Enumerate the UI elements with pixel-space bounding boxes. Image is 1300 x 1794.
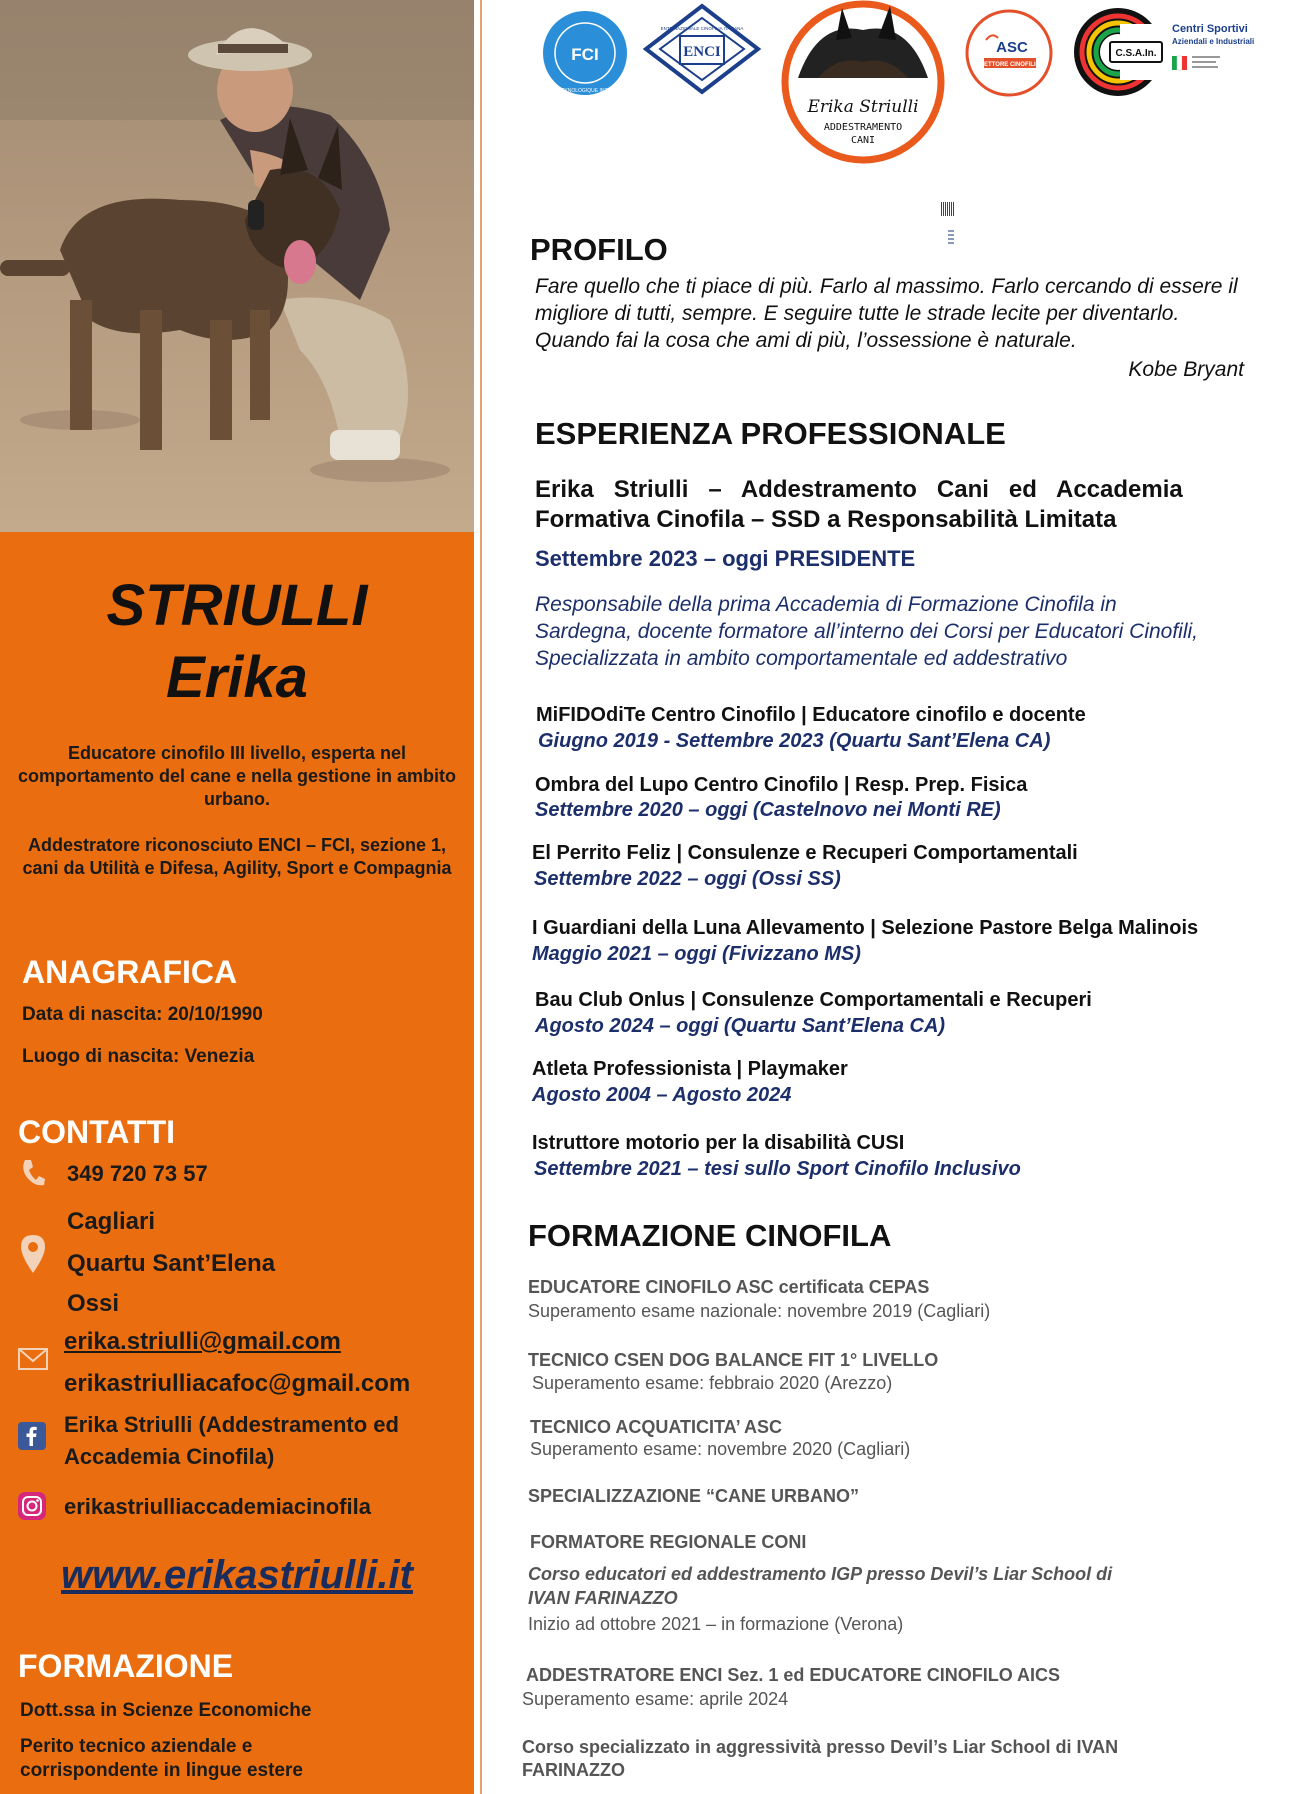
fci-logo-ring-text: FEDERATION CYNOLOGIQUE INTERNATIONALE — [527, 88, 643, 94]
edu-title-cont: FARINAZZO — [522, 1760, 625, 1780]
main-desc-line2: Sardegna, docente formatore all’interno dei Corsi per Educatori Cinofili, — [535, 620, 1199, 643]
main-employer-line2: Formativa Cinofila – SSD a Responsabilità Limitata — [535, 506, 1117, 533]
anagrafica-heading: ANAGRAFICA — [22, 954, 238, 990]
profile-photo — [0, 0, 474, 532]
edu-title: ADDESTRATORE ENCI Sez. 1 ed EDUCATORE CINOFILO AICS — [526, 1665, 1061, 1685]
facebook-line2[interactable]: Accademia Cinofila) — [64, 1444, 275, 1469]
city-cagliari: Cagliari — [67, 1208, 156, 1235]
barcode-artifact — [941, 202, 955, 216]
edu-detail: Superamento esame: aprile 2024 — [522, 1689, 789, 1709]
csain-logo — [1070, 4, 1270, 103]
quote-line1: Fare quello che ti piace di più. Farlo al massimo. Farlo cercando di essere il — [535, 275, 1238, 298]
main-employer-line1: Erika Striulli – Addestramento Cani ed Accademia — [535, 476, 1183, 503]
job-title: Atleta Professionista | Playmaker — [532, 1058, 848, 1080]
contatti-heading: CONTATTI — [18, 1114, 175, 1150]
edu-title: Corso specializzato in aggressività presso Devil’s Liar School di IVAN — [522, 1737, 1119, 1757]
job-date: Settembre 2022 – oggi (Ossi SS) — [534, 868, 841, 890]
edu-title: EDUCATORE CINOFILO ASC certificata CEPAS — [528, 1277, 930, 1297]
brand-logo-sub1: ADDESTRAMENTO — [823, 122, 903, 133]
asc-logo — [964, 8, 1054, 103]
email-icon — [18, 1348, 48, 1375]
last-name: STRIULLI — [106, 573, 368, 638]
column-divider — [480, 0, 482, 1794]
quote-author: Kobe Bryant — [1128, 358, 1244, 381]
quote-line3: Quando fai la cosa che ami di più, l’ossessione è naturale. — [535, 329, 1077, 352]
edu-title: Corso educatori ed addestramento IGP presso Devil’s Liar School di — [528, 1564, 1113, 1584]
job-date: Maggio 2021 – oggi (Fivizzano MS) — [532, 943, 861, 965]
degree: Dott.ssa in Scienze Economiche — [20, 1700, 312, 1721]
job-title: Istruttore motorio per la disabilità CUSI — [532, 1132, 905, 1154]
barcode-artifact-small — [948, 228, 954, 244]
job-date: Settembre 2020 – oggi (Castelnovo nei Monti RE) — [535, 799, 1001, 821]
asc-logo-sub: SETTORE CINOFILIA — [980, 62, 1040, 68]
edu-detail: Superamento esame nazionale: novembre 2019 (Cagliari) — [528, 1301, 991, 1321]
job-title: I Guardiani della Luna Allevamento | Selezione Pastore Belga Malinois — [532, 917, 1199, 939]
facebook-line1[interactable]: Erika Striulli (Addestramento ed — [64, 1412, 399, 1437]
first-name: Erika — [166, 645, 308, 710]
job-title: Ombra del Lupo Centro Cinofilo | Resp. Prep. Fisica — [535, 774, 1028, 796]
edu-detail: Superamento esame: novembre 2020 (Cagliari) — [530, 1439, 911, 1459]
edu-title: SPECIALIZZAZIONE “CANE URBANO” — [528, 1486, 860, 1506]
enci-logo-ring-text: ENTE NAZIONALE CINOFILIA ITALIANA — [660, 26, 744, 31]
city-ossi: Ossi — [67, 1290, 120, 1317]
sidebar — [0, 0, 474, 1794]
edu-detail: Superamento esame: febbraio 2020 (Arezzo) — [532, 1373, 893, 1393]
role-description: Educatore cinofilo III livello, esperta nel comportamento del cane e nella gestione in ambito urbano. — [17, 743, 457, 809]
formazione-heading: FORMAZIONE — [18, 1648, 234, 1684]
erika-striulli-brand-logo — [778, 0, 948, 167]
brand-logo-sub2: CANI — [850, 135, 876, 146]
edu-title-cont: IVAN FARINAZZO — [528, 1588, 678, 1608]
job-date: Giugno 2019 - Settembre 2023 (Quartu Sant’Elena CA) — [538, 730, 1051, 752]
job-date: Agosto 2004 – Agosto 2024 — [532, 1084, 792, 1106]
fci-logo — [527, 10, 643, 101]
website-link[interactable]: www.erikastriulli.it — [61, 1553, 413, 1597]
phone-number[interactable]: 349 720 73 57 — [67, 1161, 208, 1186]
formazione-cinofila-heading: FORMAZIONE CINOFILA — [528, 1218, 892, 1253]
birth-place: Luogo di nascita: Venezia — [22, 1046, 255, 1067]
csain-logo-text: C.S.A.In. — [1115, 48, 1157, 59]
main-employer-date: Settembre 2023 – oggi PRESIDENTE — [535, 546, 916, 571]
esperienza-heading: ESPERIENZA PROFESSIONALE — [535, 416, 1006, 451]
birth-date: Data di nascita: 20/10/1990 — [22, 1004, 263, 1025]
diploma-line1: Perito tecnico aziendale e — [20, 1736, 253, 1757]
email-secondary[interactable]: erikastriulliacafoc@gmail.com — [64, 1370, 411, 1397]
edu-detail: Inizio ad ottobre 2021 – in formazione (Verona) — [528, 1614, 904, 1634]
csain-title1: Centri Sportivi — [1172, 23, 1248, 35]
job-title: El Perrito Feliz | Consulenze e Recuperi Comportamentali — [532, 842, 1078, 864]
fci-logo-text: FCI — [571, 45, 599, 64]
edu-title: FORMATORE REGIONALE CONI — [530, 1532, 807, 1552]
job-date: Agosto 2024 – oggi (Quartu Sant’Elena CA) — [535, 1015, 946, 1037]
edu-title: TECNICO ACQUATICITA’ ASC — [530, 1417, 782, 1437]
enci-logo — [644, 4, 760, 99]
email-primary[interactable]: erika.striulli@gmail.com — [64, 1328, 341, 1355]
instagram-handle[interactable]: erikastriulliaccademiacinofila — [64, 1494, 371, 1519]
location-pin-icon — [20, 1234, 46, 1279]
job-date: Settembre 2021 – tesi sullo Sport Cinofilo Inclusivo — [534, 1158, 1021, 1180]
quote-line2: migliore di tutti, sempre. E seguire tutte le strade lecite per diventarlo. — [535, 302, 1180, 325]
asc-logo-text: ASC — [996, 39, 1028, 56]
city-quartu: Quartu Sant’Elena — [67, 1250, 276, 1277]
edu-title: TECNICO CSEN DOG BALANCE FIT 1° LIVELLO — [528, 1350, 939, 1370]
profilo-heading: PROFILO — [530, 232, 668, 267]
qualification-description: Addestratore riconosciuto ENCI – FCI, sezione 1, cani da Utilità e Difesa, Agility, Sport e Compagnia — [22, 835, 452, 878]
main-desc-line3: Specializzata in ambito comportamentale ed addestrativo — [535, 647, 1068, 670]
enci-logo-text: ENCI — [683, 44, 721, 60]
diploma-line2: corrispondente in lingue estere — [20, 1760, 303, 1781]
job-title: Bau Club Onlus | Consulenze Comportamentali e Recuperi — [535, 989, 1092, 1011]
main-desc-line1: Responsabile della prima Accademia di Formazione Cinofila in — [535, 593, 1117, 616]
job-title: MiFIDOdiTe Centro Cinofilo | Educatore cinofilo e docente — [536, 704, 1086, 726]
facebook-icon — [18, 1422, 46, 1455]
csain-title2: Aziendali e Industriali — [1172, 37, 1255, 46]
brand-logo-name: Erika Striulli — [807, 97, 919, 117]
phone-icon — [20, 1158, 46, 1193]
instagram-icon — [18, 1492, 46, 1525]
